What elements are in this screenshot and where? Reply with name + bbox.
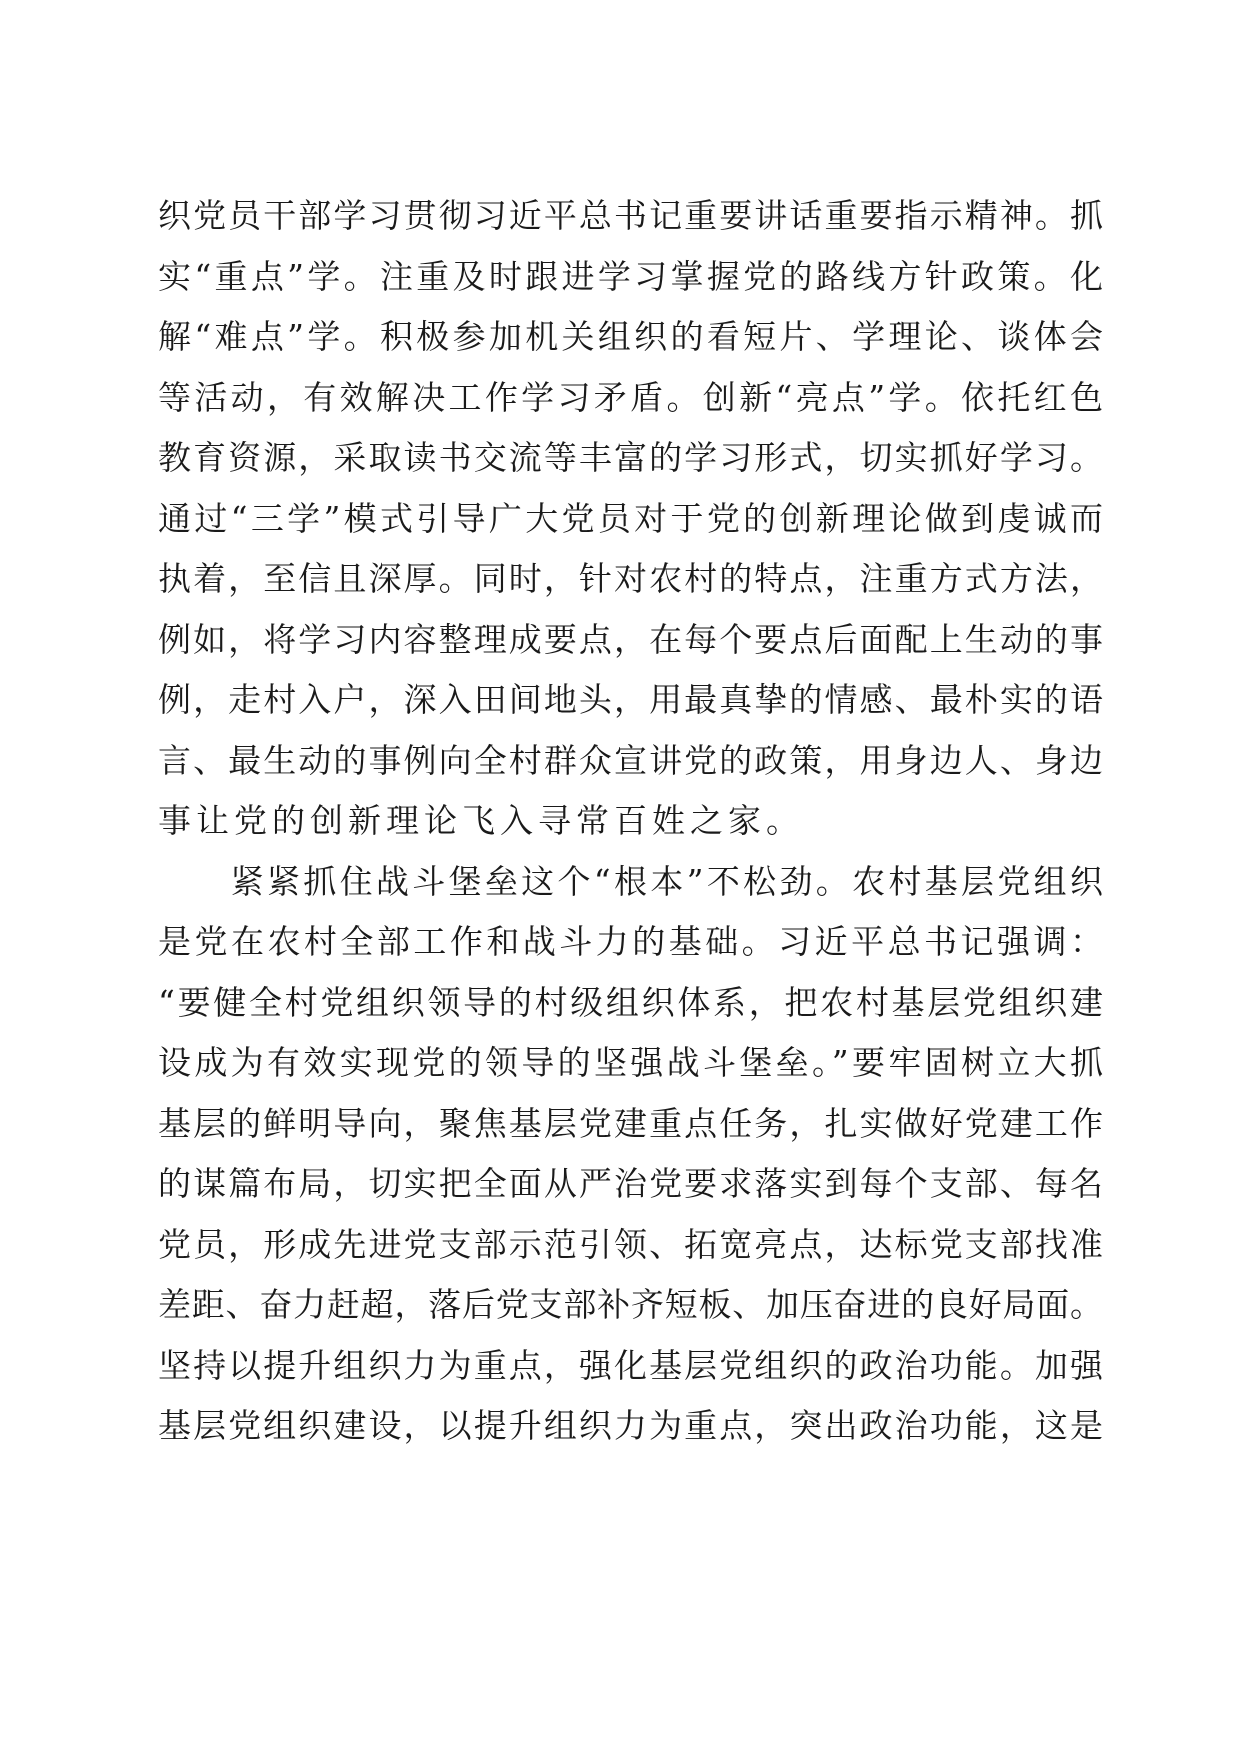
document-body (158, 186, 1103, 1457)
text-line: 等活动，有效解决工作学习矛盾。创新“亮点”学。依托红色 (158, 377, 1103, 417)
text-line: 设成为有效实现党的领导的坚强战斗堡垒。”要牢固树立大抓 (158, 1043, 1103, 1082)
text-line: 例如，将学习内容整理成要点，在每个要点后面配上生动的事 (158, 619, 1103, 659)
text-line: 解“难点”学。积极参加机关组织的看短片、学理论、谈体会 (158, 317, 1103, 356)
text-line: 通过“三学”模式引导广大党员对于党的创新理论做到虔诚而 (158, 498, 1103, 538)
text-line: 事让党的创新理论飞入寻常百姓之家。 (158, 801, 804, 840)
text-line: 坚持以提升组织力为重点，强化基层党组织的政治功能。加强 (158, 1345, 1103, 1385)
text-line: 基层的鲜明导向，聚焦基层党建重点任务，扎实做好党建工作 (158, 1103, 1103, 1143)
text-line: 紧紧抓住战斗堡垒这个“根本”不松劲。农村基层党组织 (158, 861, 1103, 901)
text-line: 党员，形成先进党支部示范引领、拓宽亮点，达标党支部找准 (158, 1224, 1103, 1264)
text-line: 执着，至信且深厚。同时，针对农村的特点，注重方式方法， (158, 559, 1103, 598)
text-line: 例，走村入户，深入田间地头，用最真挚的情感、最朴实的语 (158, 680, 1103, 719)
text-line: 实“重点”学。注重及时跟进学习掌握党的路线方针政策。化 (158, 256, 1103, 296)
text-line: 差距、奋力赶超，落后党支部补齐短板、加压奋进的良好局面。 (158, 1285, 1103, 1324)
text-line: 言、最生动的事例向全村群众宣讲党的政策，用身边人、身边 (158, 740, 1103, 780)
text-line: 织党员干部学习贯彻习近平总书记重要讲话重要指示精神。抓 (158, 196, 1103, 235)
text-line: 是党在农村全部工作和战斗力的基础。习近平总书记强调： (158, 922, 1103, 961)
text-line: 的谋篇布局，切实把全面从严治党要求落实到每个支部、每名 (158, 1164, 1103, 1203)
text-line: “要健全村党组织领导的村级组织体系，把农村基层党组织建 (158, 982, 1103, 1022)
text-line: 基层党组织建设，以提升组织力为重点，突出政治功能，这是 (158, 1406, 1103, 1445)
text-line: 教育资源，采取读书交流等丰富的学习形式，切实抓好学习。 (158, 438, 1103, 477)
